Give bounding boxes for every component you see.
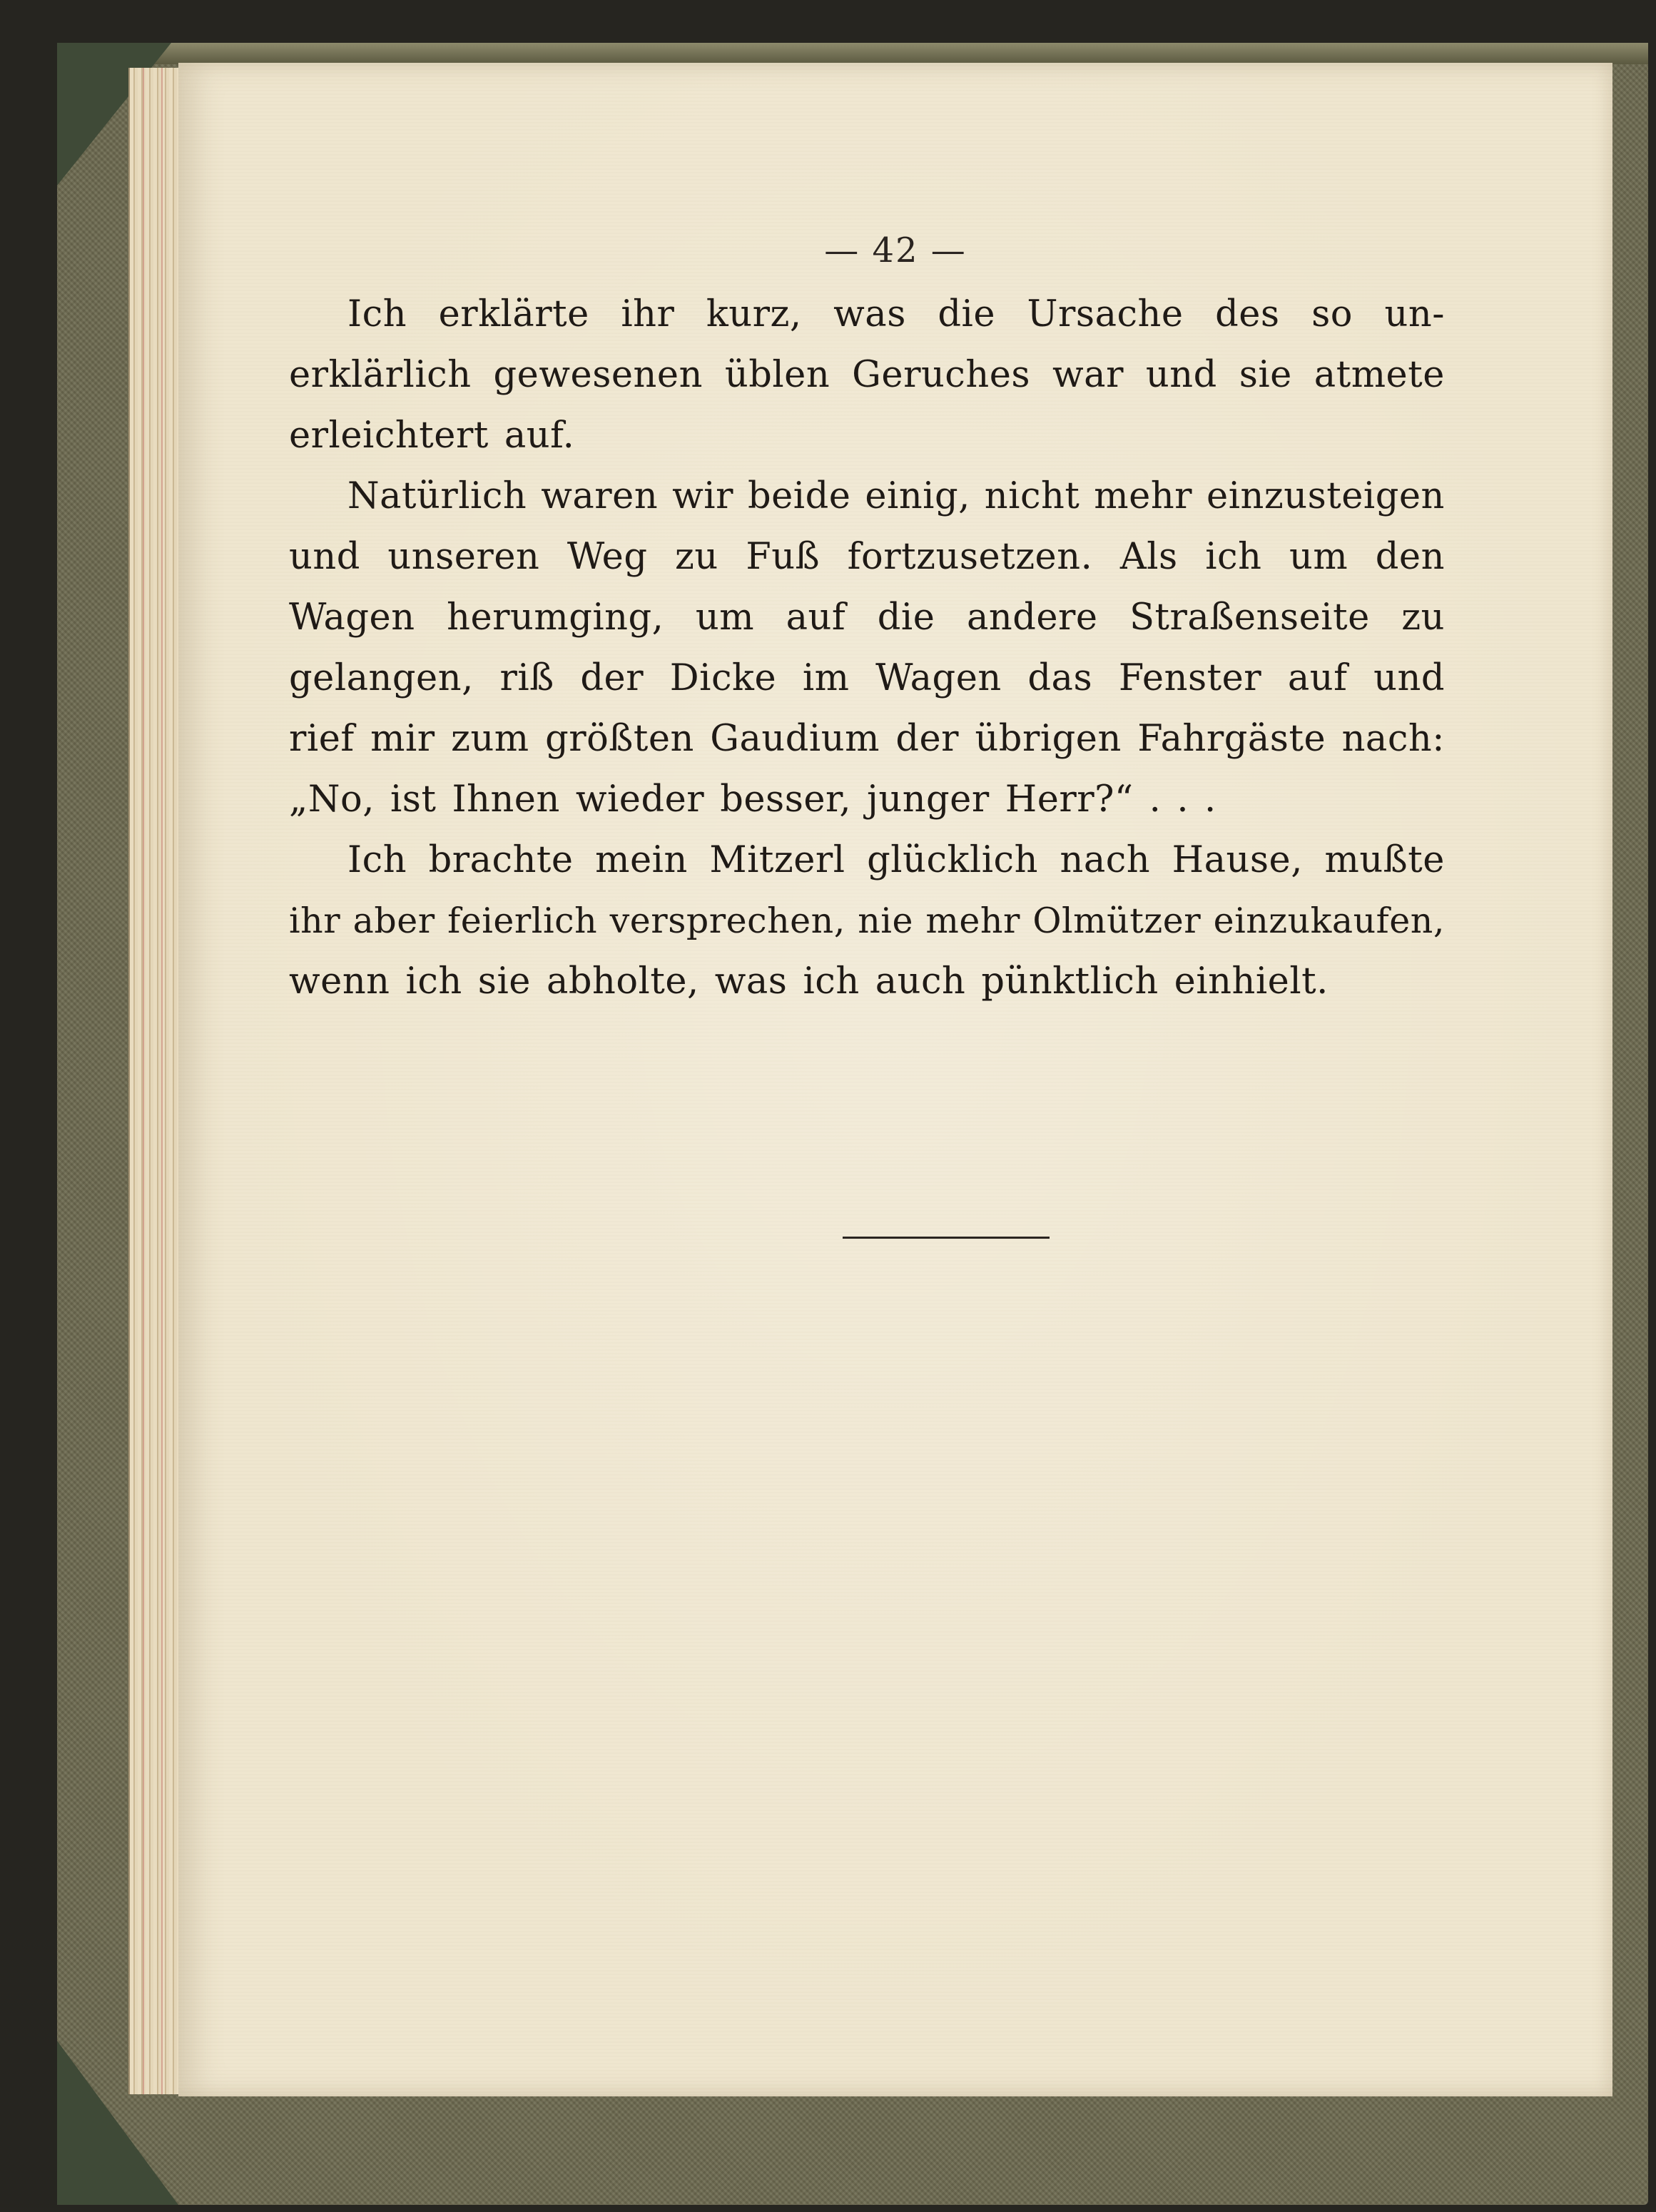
- word: atmete: [1314, 354, 1445, 396]
- word: glücklich: [867, 839, 1038, 881]
- word: waren: [541, 475, 659, 517]
- text-line: [289, 466, 1445, 527]
- word: einzusteigen: [1207, 475, 1445, 517]
- word: ich: [1205, 536, 1262, 578]
- word: abholte,: [546, 960, 699, 1003]
- word: Dicke: [669, 657, 777, 699]
- word: zu: [1401, 597, 1445, 639]
- text-line: [289, 648, 1445, 709]
- word: rief: [289, 718, 355, 760]
- word: übrigen: [975, 718, 1122, 760]
- word: riß: [499, 657, 554, 699]
- word: unseren: [387, 536, 540, 578]
- word: und: [1373, 657, 1445, 699]
- word: wir: [672, 475, 733, 517]
- word: .: [1177, 778, 1189, 821]
- word: was: [714, 960, 788, 1003]
- word: Wagen: [289, 597, 415, 639]
- cover-top-edge: [57, 43, 1648, 64]
- page-edge-mark: [143, 68, 144, 2094]
- word: das: [1027, 657, 1093, 699]
- end-rule: [843, 1237, 1050, 1239]
- word: erklärte: [438, 293, 589, 335]
- word: ihr: [621, 293, 675, 335]
- word: ihr: [289, 900, 341, 941]
- word: der: [895, 718, 960, 760]
- word: auch: [875, 960, 966, 1003]
- word: auf: [1287, 657, 1348, 699]
- word: und: [1145, 354, 1217, 396]
- word: Fahrgäste: [1137, 718, 1326, 760]
- word: ich: [803, 960, 860, 1003]
- word: junger: [867, 778, 990, 821]
- word: Herr?“: [1005, 778, 1134, 821]
- word: und: [289, 536, 360, 578]
- word: aber: [352, 900, 435, 941]
- word: ich: [405, 960, 462, 1003]
- word: des: [1215, 293, 1280, 335]
- word: auf: [786, 597, 846, 639]
- word: nach:: [1341, 718, 1445, 760]
- word: Gaudium: [710, 718, 880, 760]
- word: wenn: [289, 960, 390, 1003]
- word: Straßenseite: [1129, 597, 1370, 639]
- word: herumging,: [447, 597, 664, 639]
- word: brachte: [428, 839, 574, 881]
- word: Ich: [347, 839, 407, 881]
- text-line: [289, 769, 1445, 830]
- page-edge-mark: [161, 68, 163, 2094]
- word: erleichtert: [289, 415, 489, 457]
- word: sie: [477, 960, 531, 1003]
- word: um: [1289, 536, 1348, 578]
- word: so: [1311, 293, 1353, 335]
- text-line: [289, 709, 1445, 769]
- word: nach: [1060, 839, 1151, 881]
- word: einig,: [865, 475, 970, 517]
- word: .: [1149, 778, 1162, 821]
- word: Weg: [567, 536, 648, 578]
- word: fortzusetzen.: [847, 536, 1093, 578]
- word: zum: [451, 718, 529, 760]
- word: Ursache: [1027, 293, 1184, 335]
- text-line: [289, 405, 1445, 466]
- text-line: [289, 951, 1445, 1012]
- word: „No,: [289, 778, 375, 821]
- word: Wagen: [875, 657, 1002, 699]
- word: sie: [1239, 354, 1292, 396]
- word: Natürlich: [347, 475, 527, 517]
- word: versprechen,: [609, 900, 845, 941]
- word: nie: [858, 900, 913, 941]
- word: Ihnen: [452, 778, 560, 821]
- word: erklärlich: [289, 354, 472, 396]
- word: Hause,: [1172, 839, 1303, 881]
- word: um: [695, 597, 755, 639]
- word: Fenster: [1118, 657, 1262, 699]
- word: im: [802, 657, 850, 699]
- word: mehr: [1094, 475, 1193, 517]
- word: Fuß: [746, 536, 821, 578]
- word: wieder: [575, 778, 705, 821]
- word: mir: [370, 718, 435, 760]
- text-line: [289, 284, 1445, 345]
- word: ist: [390, 778, 437, 821]
- word: besser,: [720, 778, 852, 821]
- word: gewesenen: [493, 354, 703, 396]
- word: nicht: [984, 475, 1080, 517]
- word: mußte: [1324, 839, 1445, 881]
- word: die: [938, 293, 996, 335]
- word: mehr: [925, 900, 1020, 941]
- text-line: [289, 345, 1445, 405]
- word: der: [580, 657, 644, 699]
- word: un-: [1384, 293, 1445, 335]
- word: die: [877, 597, 935, 639]
- word: Ich: [347, 293, 407, 335]
- word: zu: [675, 536, 718, 578]
- word: gelangen,: [289, 657, 474, 699]
- word: auf.: [504, 415, 575, 457]
- word: üblen: [724, 354, 830, 396]
- word: beide: [747, 475, 851, 517]
- text-line: [289, 527, 1445, 587]
- text-line: [289, 587, 1445, 648]
- word: Als: [1119, 536, 1178, 578]
- text-line: [289, 830, 1445, 891]
- word: Geruches: [852, 354, 1031, 396]
- body-text: [289, 284, 1445, 1012]
- word: war: [1052, 354, 1124, 396]
- word: größten: [545, 718, 694, 760]
- word: pünktlich: [981, 960, 1159, 1003]
- word: den: [1375, 536, 1445, 578]
- word: Olmützer: [1032, 900, 1202, 941]
- word: einzukaufen,: [1213, 900, 1445, 941]
- text-line: [289, 891, 1445, 951]
- word: was: [833, 293, 906, 335]
- word: andere: [966, 597, 1098, 639]
- word: einhielt.: [1174, 960, 1329, 1003]
- word: mein: [595, 839, 688, 881]
- word: feierlich: [447, 900, 598, 941]
- word: kurz,: [706, 293, 802, 335]
- word: .: [1204, 778, 1216, 821]
- page-number: — 42 —: [824, 230, 967, 270]
- word: Mitzerl: [709, 839, 845, 881]
